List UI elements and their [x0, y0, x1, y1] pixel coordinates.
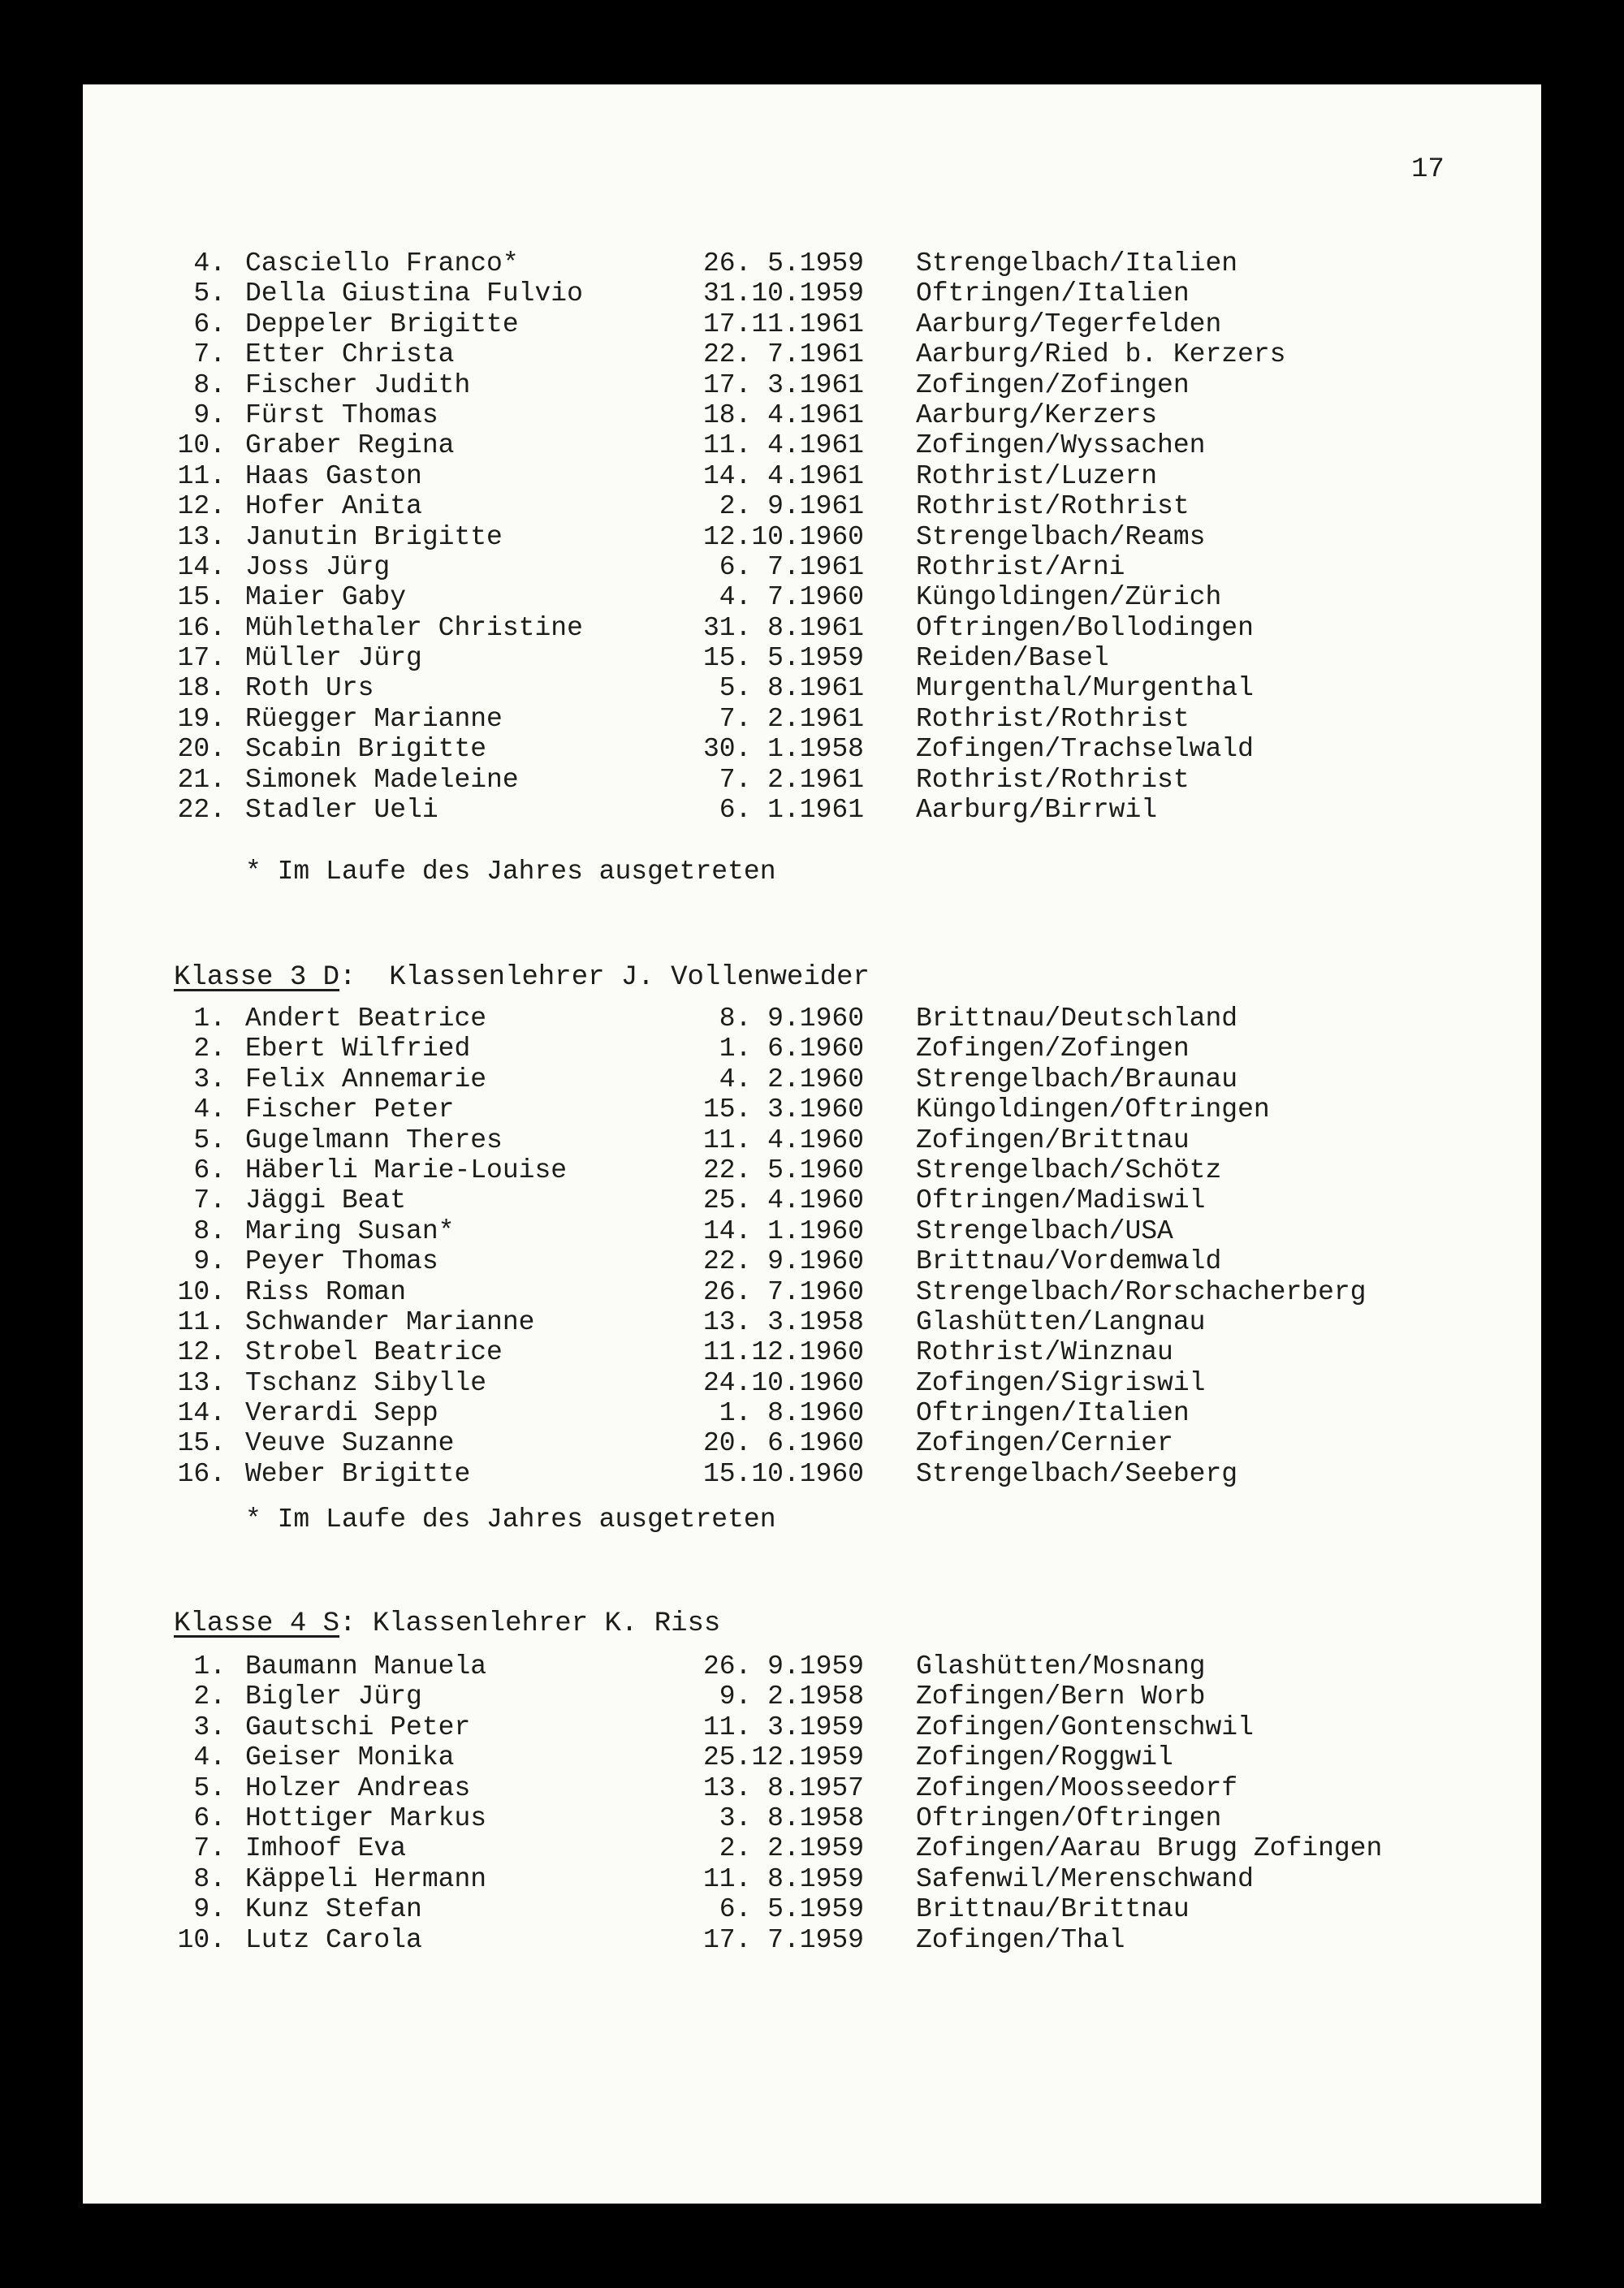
- birth-date: 22. 9.1960: [702, 1246, 864, 1277]
- residence-origin: Zofingen/Wyssachen: [916, 430, 1206, 461]
- birth-date: 3. 8.1958: [719, 1802, 864, 1833]
- birth-date: 9. 2.1958: [719, 1681, 864, 1712]
- student-row: [83, 461, 1541, 491]
- birth-date: 15. 3.1960: [702, 1094, 864, 1125]
- student-name: Müller Jürg: [245, 643, 422, 674]
- footnote-section-2: * Im Laufe des Jahres ausgetreten: [245, 1504, 776, 1535]
- student-number: 4.: [193, 1742, 226, 1773]
- student-name: Verardi Sepp: [245, 1398, 438, 1429]
- birth-date: 11. 4.1961: [702, 430, 864, 461]
- student-name: Tschanz Sibylle: [245, 1367, 487, 1398]
- student-name: Gautschi Peter: [245, 1712, 471, 1742]
- student-name: Roth Urs: [245, 673, 374, 704]
- student-name: Deppeler Brigitte: [245, 309, 519, 339]
- student-row: [83, 1246, 1541, 1276]
- student-row: [83, 1712, 1541, 1742]
- footnote-section-1: * Im Laufe des Jahres ausgetreten: [245, 857, 776, 887]
- student-row: [83, 278, 1541, 309]
- residence-origin: Rothrist/Luzern: [916, 460, 1158, 491]
- student-name: Bigler Jürg: [245, 1681, 422, 1712]
- birth-date: 6. 5.1959: [719, 1894, 864, 1925]
- residence-origin: Brittnau/Deutschland: [916, 1004, 1238, 1034]
- birth-date: 25.12.1959: [702, 1742, 864, 1773]
- student-row: [83, 1651, 1541, 1681]
- residence-origin: Strengelbach/Braunau: [916, 1064, 1238, 1094]
- student-number: 6.: [193, 1802, 226, 1833]
- residence-origin: Zofingen/Gontenschwil: [916, 1712, 1254, 1742]
- residence-origin: Strengelbach/Reams: [916, 521, 1206, 552]
- birth-date: 6. 1.1961: [719, 795, 864, 826]
- student-number: 5.: [193, 1125, 226, 1155]
- birth-date: 15.10.1960: [702, 1458, 864, 1489]
- residence-origin: Küngoldingen/Oftringen: [916, 1094, 1270, 1125]
- student-name: Janutin Brigitte: [245, 521, 503, 552]
- student-name: Holzer Andreas: [245, 1772, 471, 1803]
- student-number: 13.: [177, 1367, 226, 1398]
- birth-date: 30. 1.1958: [702, 734, 864, 765]
- student-number: 9.: [193, 1894, 226, 1925]
- student-row: [83, 1064, 1541, 1094]
- student-number: 1.: [193, 1004, 226, 1034]
- student-name: Jäggi Beat: [245, 1185, 407, 1216]
- residence-origin: Strengelbach/Rorschacherberg: [916, 1276, 1367, 1307]
- student-row: [83, 734, 1541, 764]
- student-row: [83, 704, 1541, 734]
- student-row: [83, 522, 1541, 552]
- student-name: Fischer Peter: [245, 1094, 455, 1125]
- residence-origin: Strengelbach/Italien: [916, 248, 1238, 278]
- student-row: [83, 795, 1541, 825]
- student-name: Hofer Anita: [245, 491, 422, 522]
- class-teacher-3d: : Klassenlehrer J. Vollenweider: [339, 962, 870, 993]
- residence-origin: Oftringen/Oftringen: [916, 1802, 1222, 1833]
- student-row: [83, 1864, 1541, 1894]
- student-name: Mühlethaler Christine: [245, 612, 583, 643]
- birth-date: 26. 7.1960: [702, 1276, 864, 1307]
- student-number: 9.: [193, 1246, 226, 1277]
- student-number: 16.: [177, 612, 226, 643]
- student-row: [83, 248, 1541, 278]
- document-page: [83, 84, 1541, 2204]
- student-number: 3.: [193, 1712, 226, 1742]
- birth-date: 17. 3.1961: [702, 369, 864, 400]
- student-name: Baumann Manuela: [245, 1651, 487, 1681]
- birth-date: 4. 7.1960: [719, 582, 864, 613]
- residence-origin: Zofingen/Aarau Brugg Zofingen: [916, 1833, 1383, 1864]
- birth-date: 11. 3.1959: [702, 1712, 864, 1742]
- student-name: Joss Jürg: [245, 551, 391, 582]
- birth-date: 31. 8.1961: [702, 612, 864, 643]
- student-row: [83, 1742, 1541, 1772]
- student-name: Stadler Ueli: [245, 795, 438, 826]
- student-row: [83, 1681, 1541, 1712]
- student-name: Maring Susan*: [245, 1215, 455, 1246]
- birth-date: 11. 4.1960: [702, 1125, 864, 1155]
- student-name: Riss Roman: [245, 1276, 407, 1307]
- birth-date: 7. 2.1961: [719, 764, 864, 795]
- student-row: [83, 1125, 1541, 1155]
- student-number: 1.: [193, 1651, 226, 1681]
- residence-origin: Rothrist/Winznau: [916, 1337, 1173, 1368]
- student-number: 5.: [193, 278, 226, 309]
- student-name: Gugelmann Theres: [245, 1125, 503, 1155]
- residence-origin: Rothrist/Rothrist: [916, 703, 1190, 734]
- student-name: Della Giustina Fulvio: [245, 278, 583, 309]
- student-name: Andert Beatrice: [245, 1004, 487, 1034]
- student-name: Graber Regina: [245, 430, 455, 461]
- residence-origin: Brittnau/Brittnau: [916, 1894, 1190, 1925]
- student-number: 3.: [193, 1064, 226, 1094]
- birth-date: 2. 9.1961: [719, 491, 864, 522]
- student-name: Ebert Wilfried: [245, 1034, 471, 1064]
- residence-origin: Zofingen/Brittnau: [916, 1125, 1190, 1155]
- student-number: 7.: [193, 1833, 226, 1864]
- residence-origin: Oftringen/Italien: [916, 278, 1190, 309]
- student-number: 5.: [193, 1772, 226, 1803]
- residence-origin: Brittnau/Vordemwald: [916, 1246, 1222, 1277]
- residence-origin: Zofingen/Zofingen: [916, 1034, 1190, 1064]
- student-name: Hottiger Markus: [245, 1802, 487, 1833]
- birth-date: 26. 9.1959: [702, 1651, 864, 1681]
- birth-date: 18. 4.1961: [702, 399, 864, 430]
- residence-origin: Zofingen/Cernier: [916, 1428, 1173, 1459]
- birth-date: 17.11.1961: [702, 309, 864, 339]
- student-row: [83, 1034, 1541, 1064]
- student-number: 2.: [193, 1034, 226, 1064]
- residence-origin: Aarburg/Birrwil: [916, 795, 1158, 826]
- student-number: 19.: [177, 703, 226, 734]
- student-row: [83, 339, 1541, 369]
- residence-origin: Glashütten/Mosnang: [916, 1651, 1206, 1681]
- student-row: [83, 1925, 1541, 1955]
- student-number: 8.: [193, 1863, 226, 1894]
- birth-date: 1. 6.1960: [719, 1034, 864, 1064]
- student-name: Häberli Marie-Louise: [245, 1155, 568, 1185]
- birth-date: 25. 4.1960: [702, 1185, 864, 1216]
- residence-origin: Oftringen/Italien: [916, 1398, 1190, 1429]
- birth-date: 11.12.1960: [702, 1337, 864, 1368]
- student-number: 22.: [177, 795, 226, 826]
- residence-origin: Oftringen/Madiswil: [916, 1185, 1206, 1216]
- student-row: [83, 582, 1541, 612]
- student-number: 21.: [177, 764, 226, 795]
- student-name: Etter Christa: [245, 339, 455, 370]
- student-number: 4.: [193, 248, 226, 278]
- residence-origin: Rothrist/Rothrist: [916, 764, 1190, 795]
- birth-date: 22. 5.1960: [702, 1155, 864, 1185]
- residence-origin: Glashütten/Langnau: [916, 1306, 1206, 1337]
- student-row: [83, 1368, 1541, 1398]
- student-number: 2.: [193, 1681, 226, 1712]
- student-row: [83, 1773, 1541, 1803]
- student-row: [83, 552, 1541, 582]
- residence-origin: Strengelbach/Seeberg: [916, 1458, 1238, 1489]
- birth-date: 2. 2.1959: [719, 1833, 864, 1864]
- residence-origin: Strengelbach/Schötz: [916, 1155, 1222, 1185]
- birth-date: 13. 8.1957: [702, 1772, 864, 1803]
- birth-date: 5. 8.1961: [719, 673, 864, 704]
- class-label-3d: Klasse 3 D: [174, 962, 340, 993]
- student-row: [83, 643, 1541, 673]
- student-number: 6.: [193, 309, 226, 339]
- student-row: [83, 1185, 1541, 1215]
- residence-origin: Aarburg/Ried b. Kerzers: [916, 339, 1286, 370]
- student-row: [83, 1277, 1541, 1307]
- student-number: 11.: [177, 460, 226, 491]
- student-name: Imhoof Eva: [245, 1833, 407, 1864]
- residence-origin: Oftringen/Bollodingen: [916, 612, 1254, 643]
- student-row: [83, 1307, 1541, 1337]
- student-row: [83, 1428, 1541, 1458]
- class-header-3d: [174, 961, 870, 994]
- residence-origin: Zofingen/Moosseedorf: [916, 1772, 1238, 1803]
- birth-date: 6. 7.1961: [719, 551, 864, 582]
- student-number: 15.: [177, 1428, 226, 1459]
- birth-date: 4. 2.1960: [719, 1064, 864, 1094]
- student-list-section-1: [83, 248, 1541, 825]
- student-row: [83, 673, 1541, 703]
- student-name: Veuve Suzanne: [245, 1428, 455, 1459]
- birth-date: 7. 2.1961: [719, 703, 864, 734]
- student-row: [83, 1833, 1541, 1863]
- student-number: 18.: [177, 673, 226, 704]
- student-row: [83, 1004, 1541, 1034]
- birth-date: 22. 7.1961: [702, 339, 864, 370]
- birth-date: 26. 5.1959: [702, 248, 864, 278]
- residence-origin: Strengelbach/USA: [916, 1215, 1173, 1246]
- student-row: [83, 1894, 1541, 1924]
- birth-date: 1. 8.1960: [719, 1398, 864, 1429]
- residence-origin: Murgenthal/Murgenthal: [916, 673, 1254, 704]
- student-name: Schwander Marianne: [245, 1306, 535, 1337]
- student-number: 14.: [177, 1398, 226, 1429]
- student-name: Lutz Carola: [245, 1924, 422, 1955]
- student-number: 10.: [177, 1924, 226, 1955]
- residence-origin: Zofingen/Roggwil: [916, 1742, 1173, 1773]
- student-number: 13.: [177, 521, 226, 552]
- student-row: [83, 1459, 1541, 1489]
- birth-date: 24.10.1960: [702, 1367, 864, 1398]
- student-number: 12.: [177, 491, 226, 522]
- student-row: [83, 309, 1541, 339]
- student-name: Rüegger Marianne: [245, 703, 503, 734]
- birth-date: 15. 5.1959: [702, 643, 864, 674]
- student-list-section-2: [83, 1004, 1541, 1489]
- student-number: 14.: [177, 551, 226, 582]
- residence-origin: Safenwil/Merenschwand: [916, 1863, 1254, 1894]
- birth-date: 14. 4.1961: [702, 460, 864, 491]
- student-name: Strobel Beatrice: [245, 1337, 503, 1368]
- residence-origin: Aarburg/Kerzers: [916, 399, 1158, 430]
- student-number: 4.: [193, 1094, 226, 1125]
- student-name: Scabin Brigitte: [245, 734, 487, 765]
- student-name: Weber Brigitte: [245, 1458, 471, 1489]
- student-name: Maier Gaby: [245, 582, 407, 613]
- birth-date: 31.10.1959: [702, 278, 864, 309]
- student-list-section-3: [83, 1651, 1541, 1955]
- student-number: 10.: [177, 1276, 226, 1307]
- residence-origin: Rothrist/Arni: [916, 551, 1125, 582]
- student-number: 6.: [193, 1155, 226, 1185]
- class-header-4s: [174, 1608, 720, 1640]
- birth-date: 11. 8.1959: [702, 1863, 864, 1894]
- student-number: 9.: [193, 399, 226, 430]
- student-number: 8.: [193, 1215, 226, 1246]
- student-row: [83, 765, 1541, 795]
- student-number: 11.: [177, 1306, 226, 1337]
- residence-origin: Zofingen/Bern Worb: [916, 1681, 1206, 1712]
- student-name: Peyer Thomas: [245, 1246, 438, 1277]
- student-row: [83, 370, 1541, 400]
- student-number: 17.: [177, 643, 226, 674]
- birth-date: 13. 3.1958: [702, 1306, 864, 1337]
- student-number: 10.: [177, 430, 226, 461]
- student-row: [83, 1094, 1541, 1125]
- student-row: [83, 400, 1541, 430]
- student-number: 7.: [193, 1185, 226, 1216]
- student-name: Käppeli Hermann: [245, 1863, 487, 1894]
- student-row: [83, 1803, 1541, 1833]
- residence-origin: Zofingen/Sigriswil: [916, 1367, 1206, 1398]
- residence-origin: Zofingen/Thal: [916, 1924, 1125, 1955]
- student-row: [83, 430, 1541, 460]
- birth-date: 17. 7.1959: [702, 1924, 864, 1955]
- page-number: 17: [1411, 154, 1445, 185]
- student-name: Simonek Madeleine: [245, 764, 519, 795]
- student-row: [83, 1398, 1541, 1428]
- student-name: Casciello Franco*: [245, 248, 519, 278]
- class-teacher-4s: : Klassenlehrer K. Riss: [339, 1608, 721, 1639]
- student-number: 20.: [177, 734, 226, 765]
- student-number: 16.: [177, 1458, 226, 1489]
- residence-origin: Küngoldingen/Zürich: [916, 582, 1222, 613]
- student-number: 15.: [177, 582, 226, 613]
- student-name: Kunz Stefan: [245, 1894, 422, 1925]
- birth-date: 12.10.1960: [702, 521, 864, 552]
- residence-origin: Rothrist/Rothrist: [916, 491, 1190, 522]
- student-name: Haas Gaston: [245, 460, 422, 491]
- student-row: [83, 1337, 1541, 1367]
- student-name: Fischer Judith: [245, 369, 471, 400]
- student-row: [83, 1155, 1541, 1185]
- student-number: 8.: [193, 369, 226, 400]
- student-row: [83, 1216, 1541, 1246]
- residence-origin: Zofingen/Trachselwald: [916, 734, 1254, 765]
- student-row: [83, 613, 1541, 643]
- residence-origin: Zofingen/Zofingen: [916, 369, 1190, 400]
- birth-date: 8. 9.1960: [719, 1004, 864, 1034]
- birth-date: 14. 1.1960: [702, 1215, 864, 1246]
- residence-origin: Aarburg/Tegerfelden: [916, 309, 1222, 339]
- student-name: Felix Annemarie: [245, 1064, 487, 1094]
- student-row: [83, 491, 1541, 521]
- student-number: 12.: [177, 1337, 226, 1368]
- student-number: 7.: [193, 339, 226, 370]
- student-name: Fürst Thomas: [245, 399, 438, 430]
- class-label-4s: Klasse 4 S: [174, 1608, 340, 1639]
- student-name: Geiser Monika: [245, 1742, 455, 1773]
- birth-date: 20. 6.1960: [702, 1428, 864, 1459]
- residence-origin: Reiden/Basel: [916, 643, 1109, 674]
